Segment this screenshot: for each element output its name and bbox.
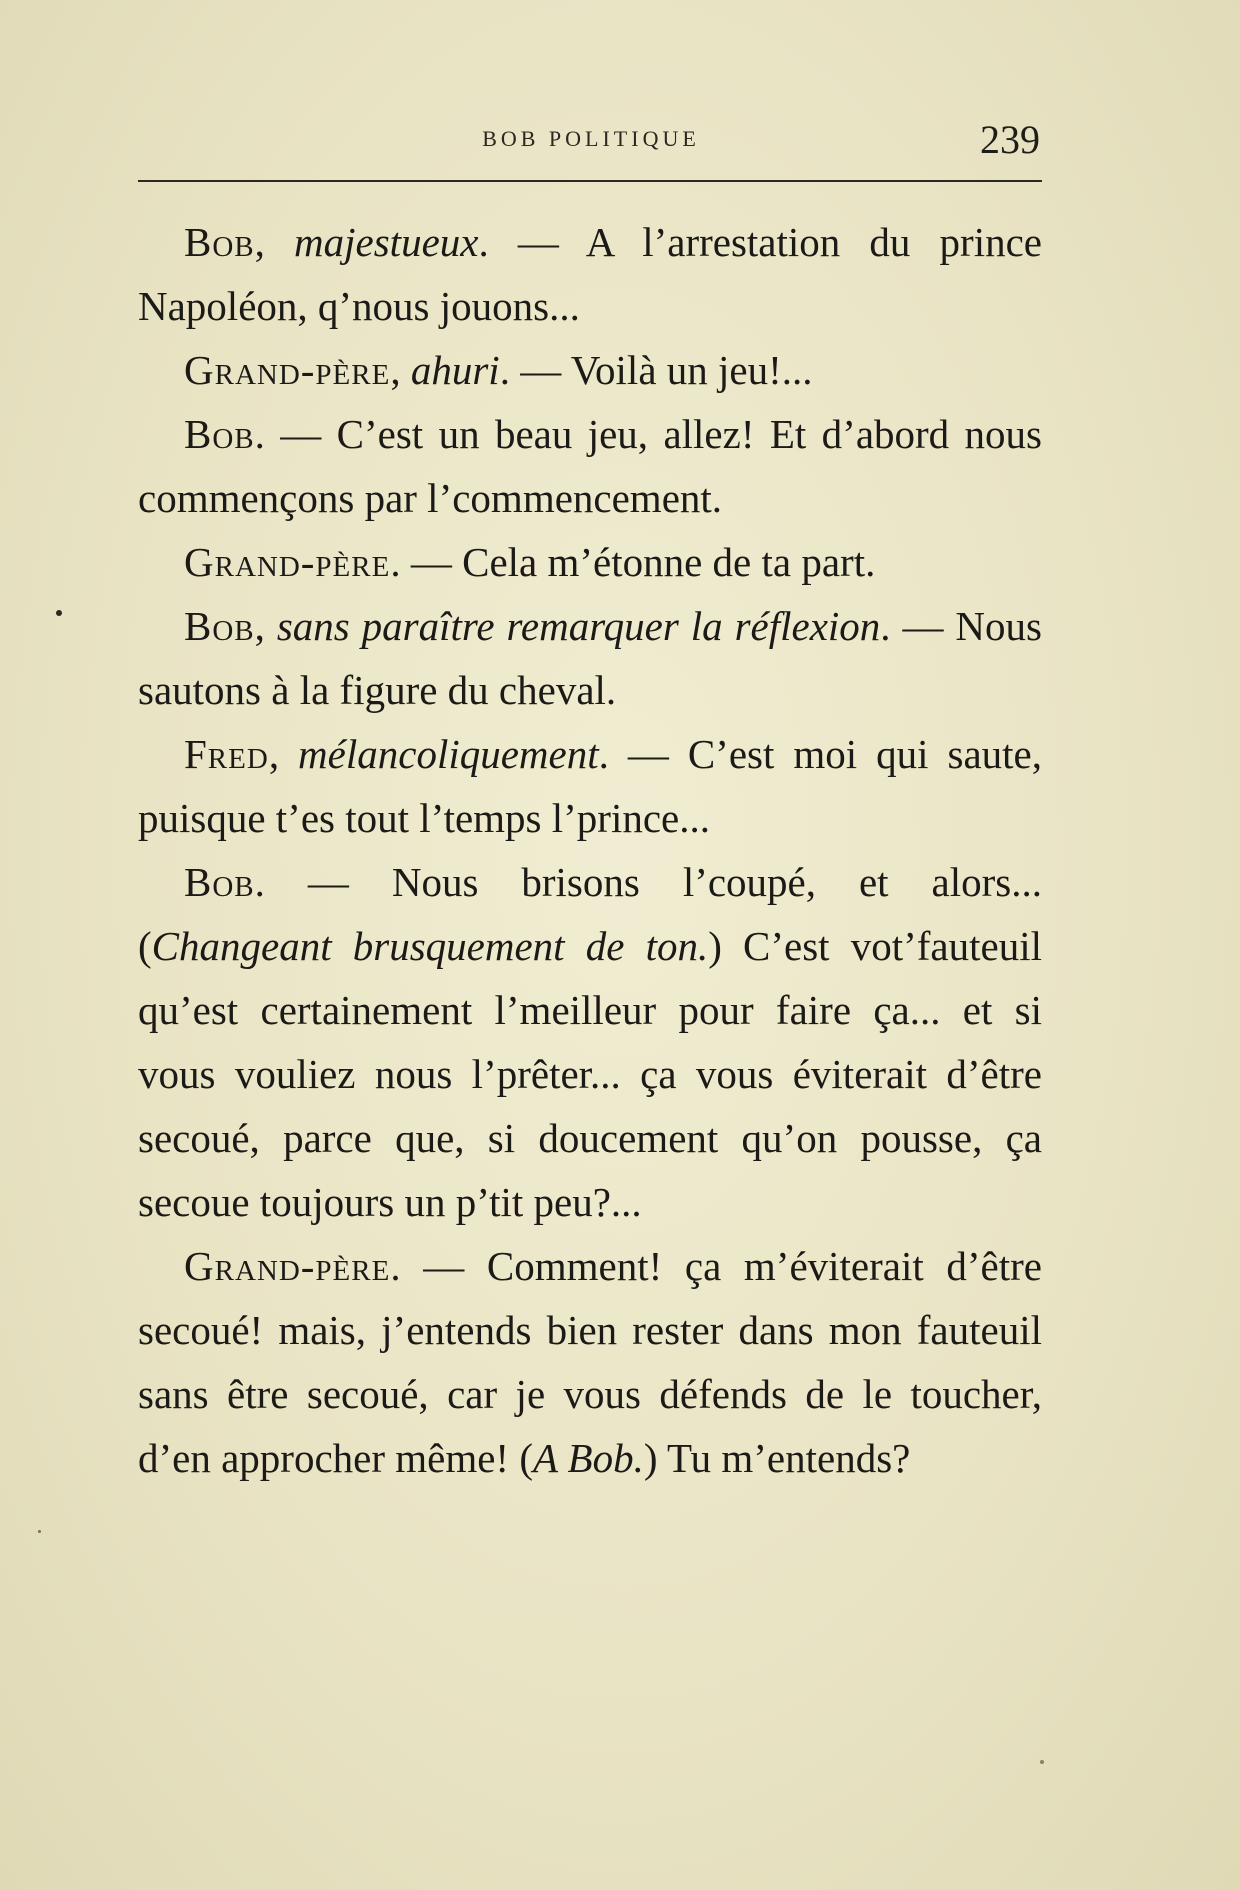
speech: . — Cela m’étonne de ta part. bbox=[390, 539, 876, 585]
paragraph: Bob, sans paraître remarquer la réflexion. — Nous sautons à la figure du cheval. bbox=[138, 603, 1042, 713]
stage-direction: majestueux bbox=[294, 219, 479, 265]
stage-direction: Changeant brusquement de ton. bbox=[151, 923, 709, 969]
stage-direction: sans paraître remarquer la réflexion bbox=[276, 603, 881, 649]
speaker-name: Bob bbox=[184, 411, 255, 457]
speech: . — A l’arrestation du prince Napoléon, q’nous jouons... bbox=[138, 219, 1042, 329]
paper-speck bbox=[56, 610, 62, 616]
paragraph bbox=[138, 1234, 1042, 1490]
speech: . — Nous brisons l’coupé, et alors... ( bbox=[138, 859, 1042, 969]
paragraph bbox=[138, 850, 1042, 1234]
speech: . — Nous sautons à la figure du cheval. bbox=[138, 603, 1042, 713]
stage-direction: ahuri bbox=[410, 347, 500, 393]
stage-direction: mélancoliquement bbox=[298, 731, 599, 777]
paragraph: Grand-père, ahuri. — Voilà un jeu!... bbox=[184, 347, 813, 393]
speaker-name: Grand-père bbox=[184, 347, 391, 393]
running-head bbox=[138, 112, 1044, 162]
speaker-name: Bob bbox=[184, 219, 255, 265]
header-rule bbox=[138, 180, 1042, 182]
speech: . — C’est moi qui saute, puisque t’es tout l’temps l’prince... bbox=[138, 731, 1042, 841]
speaker-name: Bob bbox=[184, 603, 255, 649]
speaker-name: Bob bbox=[184, 859, 255, 905]
paragraph: Bob, majestueux. — A l’arrestation du prince Napoléon, q’nous jouons... bbox=[138, 219, 1042, 329]
running-title: BOB POLITIQUE bbox=[482, 126, 700, 151]
paper-speck bbox=[1040, 1760, 1044, 1764]
page-number: 239 bbox=[980, 117, 1040, 162]
speech: . — Voilà un jeu!... bbox=[499, 347, 813, 393]
paragraph bbox=[138, 402, 1042, 530]
speaker-name: Grand-père bbox=[184, 1243, 391, 1289]
paper-speck bbox=[38, 1530, 41, 1533]
paragraph bbox=[138, 530, 1042, 594]
speaker-name: Grand-père bbox=[184, 539, 391, 585]
paragraph: Fred, mélancoliquement. — C’est moi qui saute, puisque t’es tout l’temps l’prince... bbox=[138, 731, 1042, 841]
stage-direction: A Bob. bbox=[533, 1435, 644, 1481]
speech: ) C’est vot’fauteuil qu’est certainement l’meilleur pour faire ça... et si vous vouliez nous l’prêter... ça vous éviterait d’être secoué, parce que, si doucement qu’on pousse, ça secoue toujours un p’tit peu?... bbox=[138, 923, 1042, 1225]
speech: ) Tu m’entends? bbox=[643, 1435, 911, 1481]
speech: . — C’est un beau jeu, allez! Et d’abord nous commençons par l’commencement. bbox=[138, 411, 1042, 521]
dialogue-text bbox=[138, 210, 1042, 1490]
speaker-name: Fred bbox=[184, 731, 269, 777]
speech: . — Comment! ça m’éviterait d’être secoué! mais, j’entends bien rester dans mon fauteuil sans être secoué, car je vous défends de le toucher, d’en approcher même! ( bbox=[138, 1243, 1042, 1481]
